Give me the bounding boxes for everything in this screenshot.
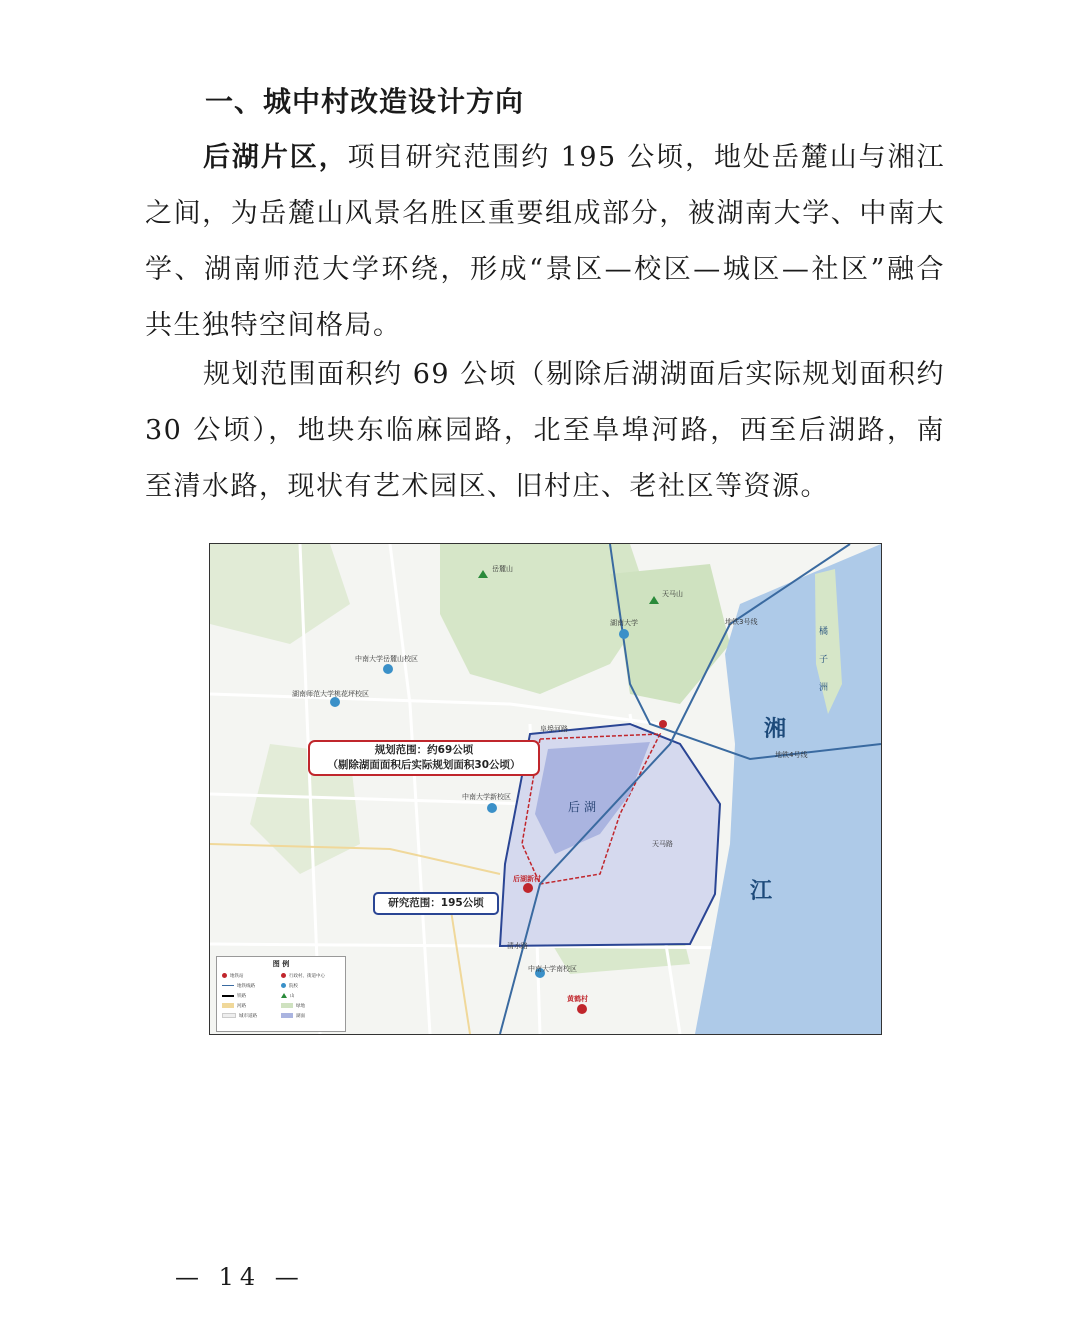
city-road-swatch: [222, 1013, 236, 1018]
legend-item: 河路: [222, 1001, 281, 1010]
label-qingshui-road: 清水路: [507, 942, 528, 950]
label-xiang: 湘: [764, 717, 787, 742]
label-csu-south: 中南大学南校区: [528, 965, 577, 973]
paragraph-planning-scope: 规划范围面积约 69 公顷（剔除后湖湖面后实际规划面积约 30 公顷），地块东临麻园路，北至阜埠河路，西至后湖路，南至清水路，现状有艺术园区、旧村庄、老社区等资源。: [145, 359, 945, 502]
label-fupuhe-road: 阜埠河路: [540, 725, 568, 733]
metro-station-icon: [222, 973, 227, 978]
legend-item: 地铁站: [222, 971, 281, 980]
school-icon: [619, 629, 629, 639]
paragraph-houhu: [145, 130, 945, 354]
section-heading: 一、城中村改造设计方向: [205, 85, 525, 118]
label-huangeng: 黄鹤村: [567, 995, 588, 1003]
legend-item: 行政村、街道中心: [281, 971, 340, 980]
green-area: [210, 544, 350, 644]
legend-item: 地铁线路: [222, 981, 281, 990]
lake-swatch: [281, 1013, 293, 1018]
mountain-icon: [281, 993, 287, 998]
label-isle-3: 洲: [819, 683, 829, 693]
road-swatch: [222, 1003, 234, 1008]
callout-study-area: 研究范围：195公顷: [373, 892, 499, 915]
legend-item: 院校: [281, 981, 340, 990]
school-icon: [383, 664, 393, 674]
school-icon: [281, 983, 286, 988]
site-map: [209, 543, 882, 1035]
metro-station-icon: [659, 720, 667, 728]
legend-title: 图 例: [272, 960, 290, 968]
legend-item: 山: [281, 991, 340, 1000]
label-hnnu: 湖南师范大学桃花坪校区: [292, 690, 369, 698]
label-isle-1: 橘: [819, 627, 829, 637]
label-houhu-village: 后湖新村: [513, 875, 541, 883]
village-icon: [523, 883, 533, 893]
label-csu-new: 中南大学新校区: [462, 793, 511, 801]
railway-swatch: [222, 995, 234, 997]
page-number: — 14 —: [175, 1263, 305, 1291]
label-metro4: 地铁4号线: [775, 751, 808, 759]
legend-item: 铁路: [222, 991, 281, 1000]
label-metro3: 地铁3号线: [725, 618, 758, 626]
village-icon: [577, 1004, 587, 1014]
label-isle-2: 子: [819, 655, 829, 665]
map-legend: [216, 956, 346, 1032]
paragraph-lead: 后湖片区，: [203, 142, 348, 173]
metro-line-swatch: [222, 985, 234, 986]
village-icon: [281, 973, 286, 978]
label-yuelushan: 岳麓山: [492, 565, 513, 573]
label-hunan-univ: 湖南大学: [610, 619, 638, 627]
callout-planning-area: [308, 740, 540, 776]
label-jiang: 江: [750, 879, 773, 904]
paragraph-text: 项目研究范围约 195 公顷，地处岳麓山与湘江之间，为岳麓山风景名胜区重要组成部分，被湖南大学、中南大学、湖南师范大学环绕，形成“景区—校区—城区—社区”融合共生独特空间格局。: [145, 142, 946, 341]
label-csu-yuelu: 中南大学岳麓山校区: [355, 655, 418, 663]
callout-plan-line2: （剔除湖面面积后实际规划面积30公顷）: [327, 759, 521, 771]
legend-item: 绿地: [281, 1001, 340, 1010]
callout-plan-line1: 规划范围：约69公顷: [374, 744, 474, 756]
label-tianma-road: 天马路: [652, 840, 673, 848]
label-tianmashan: 天马山: [662, 590, 683, 598]
school-icon: [487, 803, 497, 813]
green-swatch: [281, 1003, 293, 1008]
legend-item: 城市道路: [222, 1011, 281, 1020]
legend-item: 湖面: [281, 1011, 340, 1020]
label-houhu-lake: 后湖: [568, 800, 601, 814]
